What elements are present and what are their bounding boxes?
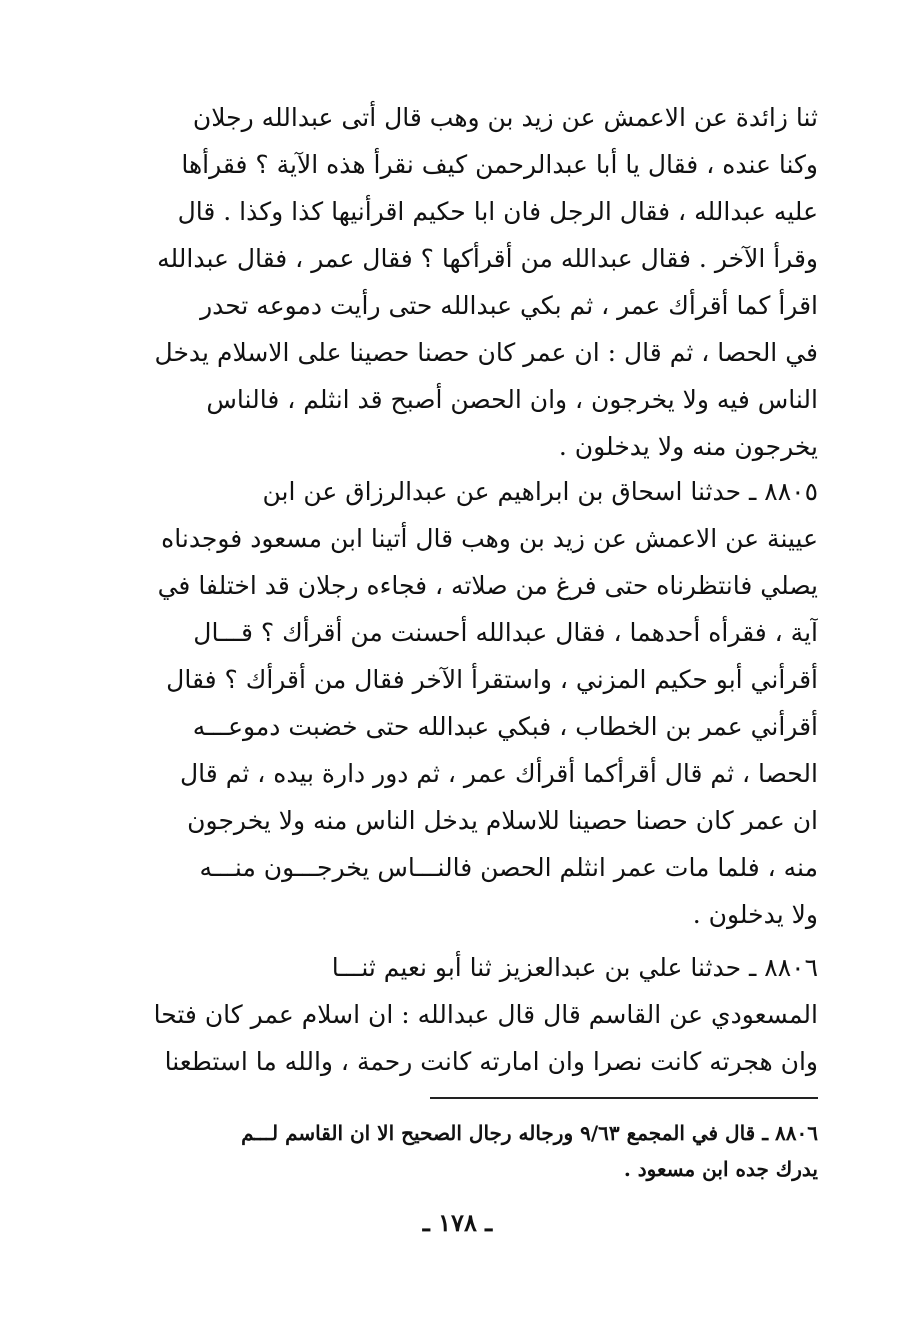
text-line: آية ، فقرأه أحدهما ، فقال عبدالله أحسنت من أقرأك ؟ قـــال <box>193 618 818 647</box>
text-line: وان هجرته كانت نصرا وان امارته كانت رحمة ، والله ما استطعنا <box>164 1047 818 1076</box>
paragraph-hadith-8805 <box>100 468 818 938</box>
footnote-divider <box>430 1097 818 1099</box>
text-line: أقرأني أبو حكيم المزني ، واستقرأ الآخر فقال من أقرأك ؟ فقال <box>166 665 818 694</box>
page-number: ـ ١٧٨ ـ <box>422 1208 493 1237</box>
text-line: اقرأ كما أقرأك عمر ، ثم بكي عبدالله حتى رأيت دموعه تحدر <box>200 291 818 320</box>
text-line: ثنا زائدة عن الاعمش عن زيد بن وهب قال أتى عبدالله رجلان <box>192 103 818 132</box>
text-line: الحصا ، ثم قال أقرأكما أقرأك عمر ، ثم دور دارة بيده ، ثم قال <box>180 759 818 788</box>
text-line: أقرأني عمر بن الخطاب ، فبكي عبدالله حتى خضبت دموعـــه <box>192 712 818 741</box>
text-line: عليه عبدالله ، فقال الرجل فان ابا حكيم اقرأنيها كذا وكذا . قال <box>177 197 818 226</box>
text-line: الناس فيه ولا يخرجون ، وان الحصن أصبح قد انثلم ، فالناس <box>206 385 818 414</box>
text-line: ٨٨٠٥ ـ حدثنا اسحاق بن ابراهيم عن عبدالرزاق عن ابن <box>262 477 818 506</box>
text-line: ولا يدخلون . <box>692 900 818 929</box>
footnote-line: يدرك جده ابن مسعود . <box>623 1157 818 1181</box>
text-line: وكنا عنده ، فقال يا أبا عبدالرحمن كيف نقرأ هذه الآية ؟ فقرأها <box>181 150 818 179</box>
paragraph-continued-hadith <box>100 94 818 470</box>
text-line: ان عمر كان حصنا حصينا للاسلام يدخل الناس منه ولا يخرجون <box>187 806 818 835</box>
paragraph-hadith-8806 <box>100 944 818 1085</box>
text-line: ٨٨٠٦ ـ حدثنا علي بن عبدالعزيز ثنا أبو نعيم ثنـــا <box>331 953 818 982</box>
text-line: وقرأ الآخر . فقال عبدالله من أقرأكها ؟ فقال عمر ، فقال عبدالله <box>157 244 818 273</box>
text-line: يصلي فانتظرناه حتى فرغ من صلاته ، فجاءه رجلان قد اختلفا في <box>157 571 818 600</box>
footnote-line: ٨٨٠٦ ـ قال في المجمع ٩/٦٣ ورجاله رجال الصحيح الا ان القاسم لـــم <box>241 1121 818 1145</box>
text-line: عيينة عن الاعمش عن زيد بن وهب قال أتينا ابن مسعود فوجدناه <box>161 524 818 553</box>
text-line: يخرجون منه ولا يدخلون . <box>558 432 818 461</box>
text-line: المسعودي عن القاسم قال قال عبدالله : ان اسلام عمر كان فتحا <box>153 1000 818 1029</box>
text-line: في الحصا ، ثم قال : ان عمر كان حصنا حصينا على الاسلام يدخل <box>154 338 818 367</box>
footnote <box>100 1115 818 1187</box>
text-line: منه ، فلما مات عمر انثلم الحصن فالنـــاس يخرجـــون منـــه <box>199 853 818 882</box>
